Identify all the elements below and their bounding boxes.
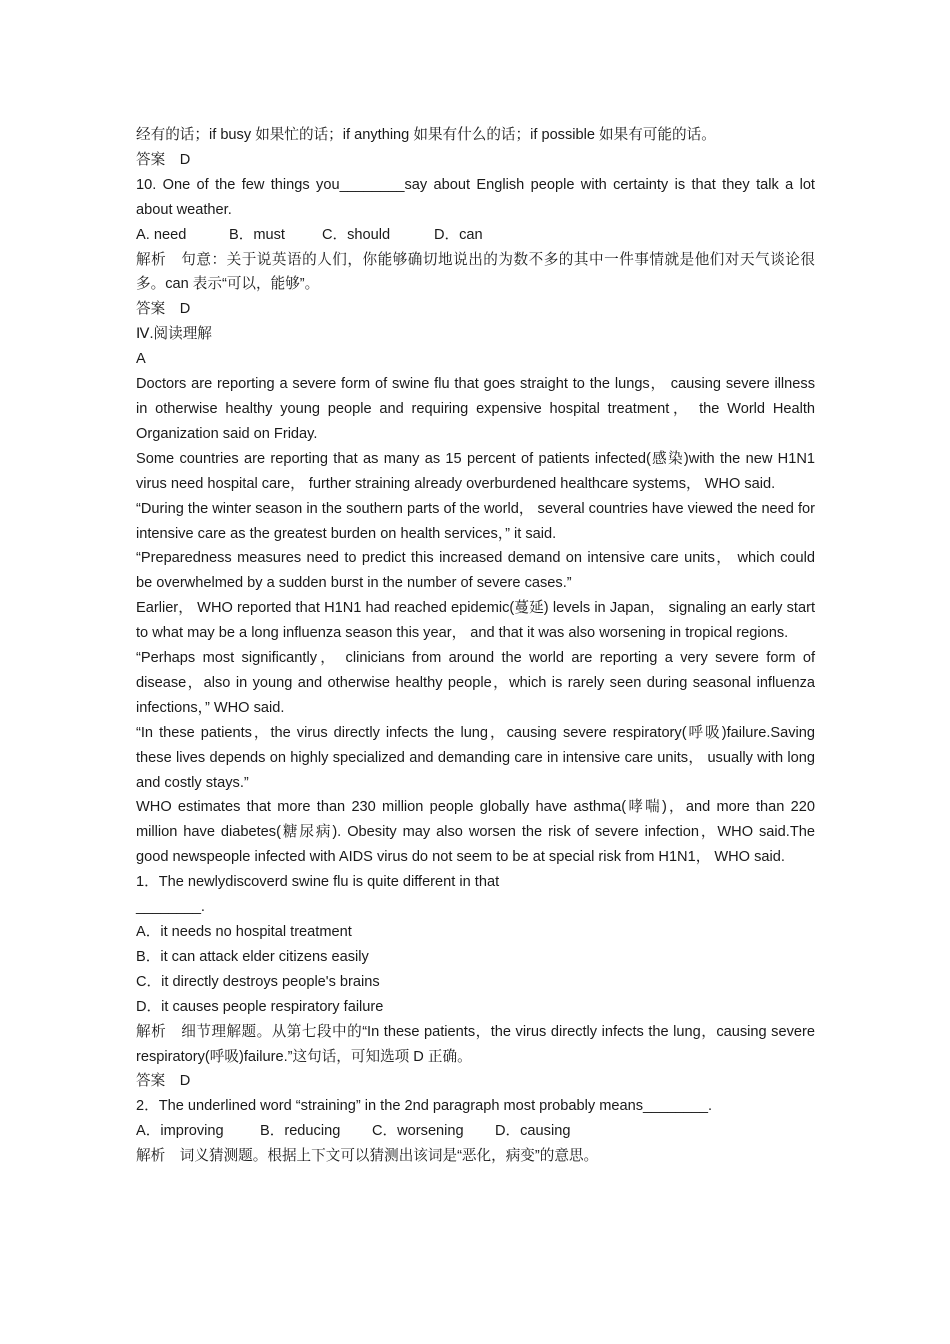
question-10: 10. One of the few things you________say about English people with certainty is that they talk a lot about weather. <box>136 176 815 218</box>
question-10-options <box>136 223 815 248</box>
question-2-explanation: 解析 词义猜测题。根据上下文可以猜测出该词是“恶化，病变”的意思。 <box>136 1148 599 1165</box>
passage-paragraph: “During the winter season in the southern parts of the world， several countries have viewed the need for intensive care as the greatest burden on health services，” it said. <box>136 500 815 542</box>
passage-paragraph: “Preparedness measures need to predict this increased demand on intensive care units， which could be overwhelmed by a sudden burst in the number of severe cases.” <box>136 550 815 592</box>
question-1-option-c: C．it directly destroys people's brains <box>136 973 380 990</box>
option-b: B．must <box>229 226 285 243</box>
question-1-option-a: A．it needs no hospital treatment <box>136 924 352 940</box>
passage-paragraph: WHO estimates that more than 230 million people globally have asthma(哮喘)，and more than 220 million have diabetes(糖尿病). Obesity may also worsen the risk of severe infection，WHO said.The good newspeople infected with AIDS virus do not seem to be at special risk from H1N1， WHO said. <box>136 799 815 866</box>
question-10-explanation: 解析 句意：关于说英语的人们，你能够确切地说出的为数不多的其中一件事情就是他们对天气谈论很多。can 表示“可以，能够”。 <box>136 251 815 293</box>
question-1-option-b: B．it can attack elder citizens easily <box>136 948 369 965</box>
question-1-explanation: 解析 细节理解题。从第七段中的“In these patients，the virus directly infects the lung，causing severe respiratory(呼吸)failure.”这句话，可知选项 D 正确。 <box>136 1023 815 1065</box>
question-2-stem: 2．The underlined word “straining” in the 2nd paragraph most probably means________. <box>136 1098 712 1115</box>
question-1-option-d: D．it causes people respiratory failure <box>136 998 384 1015</box>
question-1-blank: ________. <box>136 899 205 916</box>
passage-paragraph: Some countries are reporting that as many as 15 percent of patients infected(感染)with the new H1N1 virus need hospital care， further straining already overburdened healthcare systems， WHO said. <box>136 450 815 492</box>
question-2-options <box>136 1119 815 1144</box>
passage-paragraph: “Perhaps most significantly， clinicians from around the world are reporting a very severe form of disease，also in young and otherwise healthy people，which is rarely seen during seasonal influenza infections，” WHO said. <box>136 650 815 716</box>
page-content <box>136 123 815 1169</box>
option-c: C．should <box>322 226 391 243</box>
question-1-answer: 答案 D <box>136 1073 191 1090</box>
passage-paragraph: Earlier， WHO reported that H1N1 had reached epidemic(蔓延) levels in Japan， signaling an early start to what may be a long influenza season this year， and that it was also worsening in tropical regions. <box>136 600 815 642</box>
part-label: A <box>136 351 146 368</box>
option-c: C．worsening <box>372 1123 464 1140</box>
text-line: 经有的话；if busy 如果忙的话；if anything 如果有什么的话；if possible 如果有可能的话。 <box>136 127 716 143</box>
option-a: A．improving <box>136 1123 224 1140</box>
option-a: A. need <box>136 226 187 243</box>
section-title: Ⅳ.阅读理解 <box>136 326 212 343</box>
option-d: D．can <box>434 226 483 243</box>
option-d: D．causing <box>495 1123 571 1140</box>
option-b: B．reducing <box>260 1123 341 1140</box>
passage-paragraph: Doctors are reporting a severe form of swine flu that goes straight to the lungs， causing severe illness in otherwise healthy young people and requiring expensive hospital treatment， the World Health Organization said on Friday. <box>136 376 815 442</box>
passage-paragraph: “In these patients，the virus directly infects the lung，causing severe respiratory(呼吸)failure.Saving these lives depends on highly specialized and demanding care in intensive care units， usually with long and costly stays.” <box>136 724 815 791</box>
question-10-answer: 答案 D <box>136 301 191 318</box>
question-1-stem: 1．The newlydiscoverd swine flu is quite different in that <box>136 874 500 891</box>
answer-line: 答案 D <box>136 151 191 168</box>
